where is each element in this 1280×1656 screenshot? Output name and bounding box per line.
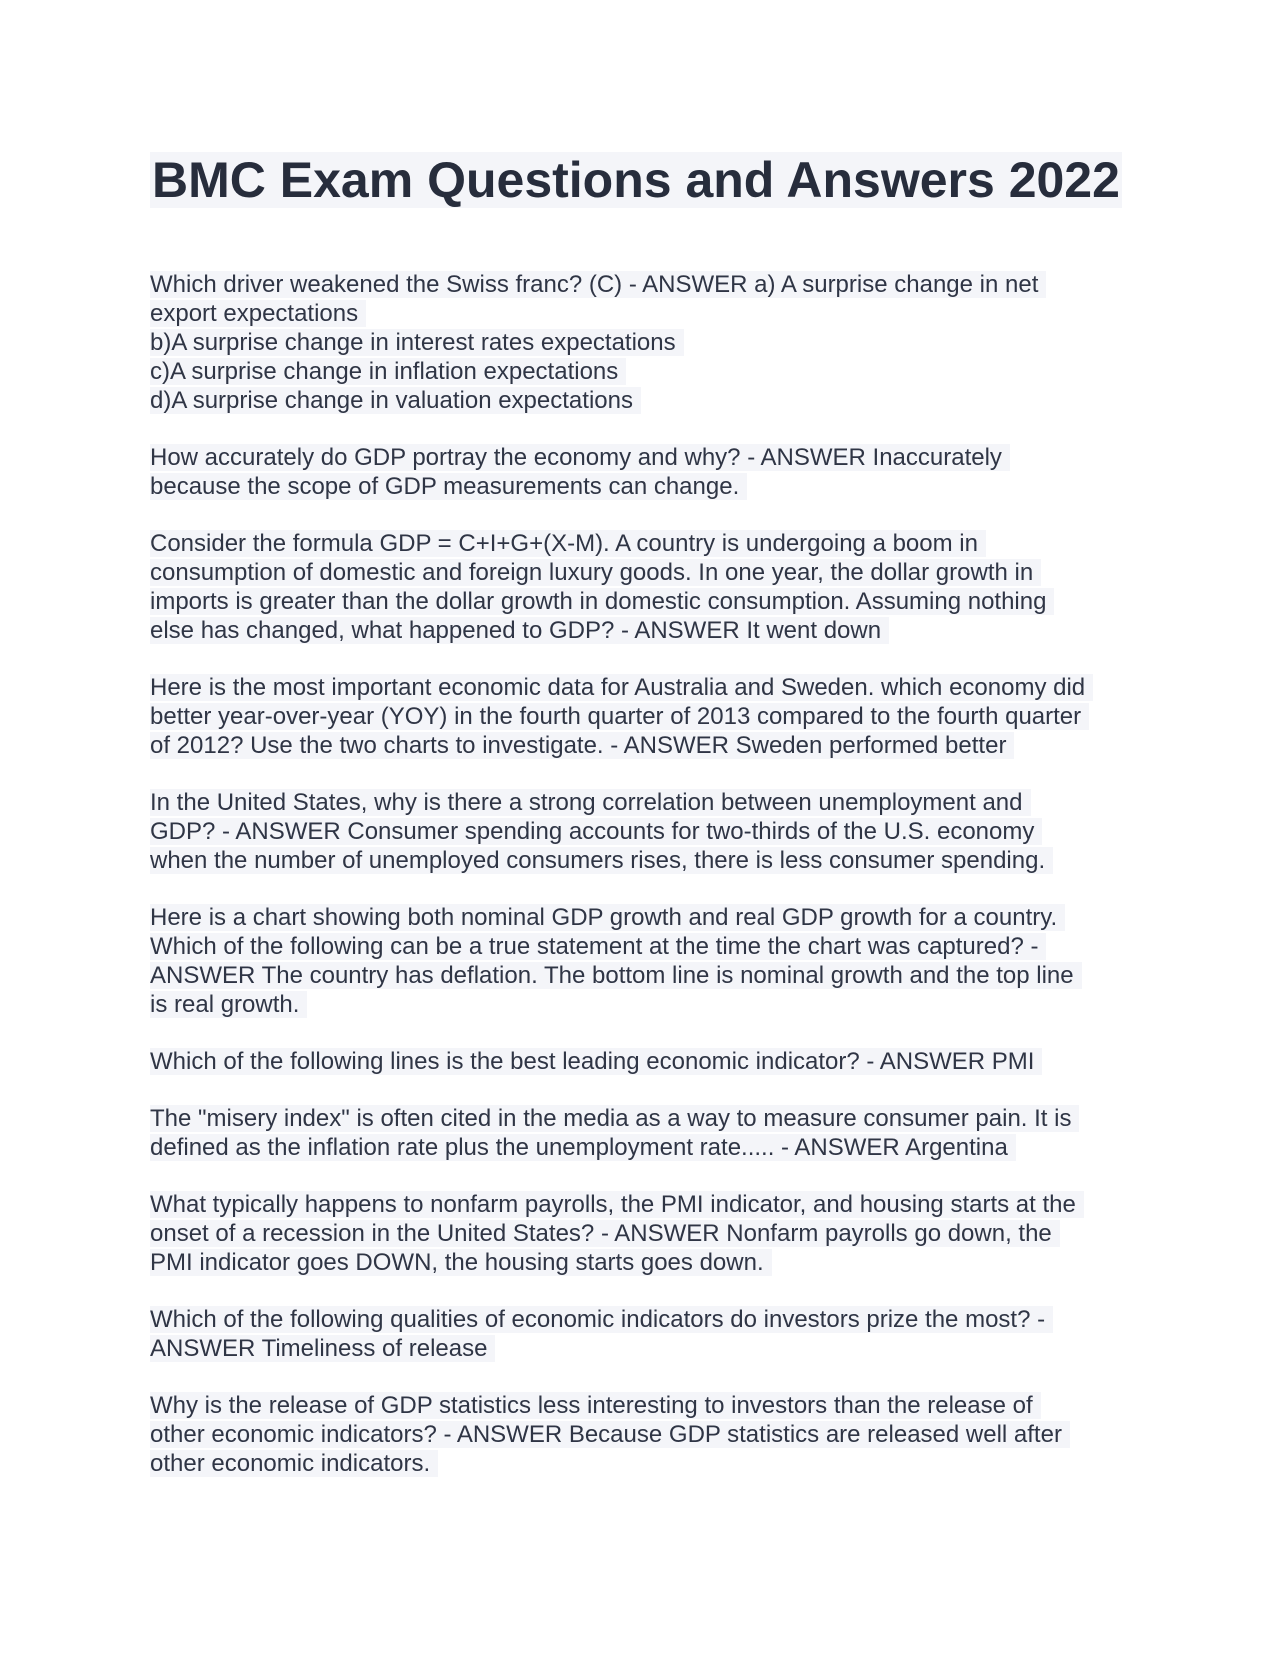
qa-line-text: better year-over-year (YOY) in the fourth quarter of 2013 compared to the fourth quarter	[150, 703, 1089, 730]
document-page	[150, 150, 1140, 1506]
qa-line-text: when the number of unemployed consumers rises, there is less consumer spending.	[150, 847, 1053, 874]
qa-line-text: defined as the inflation rate plus the unemployment rate..... - ANSWER Argentina	[150, 1134, 1016, 1161]
qa-line	[150, 1449, 1140, 1478]
qa-line	[150, 299, 1140, 328]
qa-line-text: Here is the most important economic data for Australia and Sweden. which economy did	[150, 674, 1093, 701]
qa-line	[150, 1190, 1140, 1219]
qa-line-text: Consider the formula GDP = C+I+G+(X-M). A country is undergoing a boom in	[150, 530, 986, 557]
qa-item	[150, 1391, 1140, 1478]
qa-line-text: ANSWER The country has deflation. The bottom line is nominal growth and the top line	[150, 962, 1082, 989]
qa-line-text: Which of the following qualities of economic indicators do investors prize the most? -	[150, 1306, 1053, 1333]
qa-line	[150, 529, 1140, 558]
qa-line	[150, 616, 1140, 645]
qa-item	[150, 270, 1140, 415]
qa-line-text: GDP? - ANSWER Consumer spending accounts for two-thirds of the U.S. economy	[150, 818, 1042, 845]
qa-line-text: Which of the following can be a true statement at the time the chart was captured? -	[150, 933, 1046, 960]
qa-line	[150, 1420, 1140, 1449]
qa-item	[150, 788, 1140, 875]
qa-line	[150, 386, 1140, 415]
qa-line-text: else has changed, what happened to GDP? - ANSWER It went down	[150, 617, 889, 644]
qa-line	[150, 587, 1140, 616]
qa-line	[150, 270, 1140, 299]
qa-item	[150, 1305, 1140, 1363]
qa-line	[150, 1334, 1140, 1363]
qa-line	[150, 1047, 1140, 1076]
qa-line	[150, 702, 1140, 731]
qa-item	[150, 443, 1140, 501]
qa-line-text: PMI indicator goes DOWN, the housing starts goes down.	[150, 1249, 772, 1276]
qa-line	[150, 558, 1140, 587]
qa-item	[150, 1104, 1140, 1162]
qa-line-text: Why is the release of GDP statistics less interesting to investors than the release of	[150, 1392, 1041, 1419]
qa-line	[150, 932, 1140, 961]
qa-line	[150, 472, 1140, 501]
qa-line	[150, 357, 1140, 386]
qa-line-text: What typically happens to nonfarm payrolls, the PMI indicator, and housing starts at the	[150, 1191, 1084, 1218]
qa-line	[150, 328, 1140, 357]
qa-line	[150, 1219, 1140, 1248]
qa-line	[150, 961, 1140, 990]
qa-line	[150, 1104, 1140, 1133]
qa-line-text: export expectations	[150, 300, 366, 327]
qa-line-text: because the scope of GDP measurements can change.	[150, 473, 747, 500]
qa-line-text: onset of a recession in the United States? - ANSWER Nonfarm payrolls go down, the	[150, 1220, 1060, 1247]
qa-line	[150, 443, 1140, 472]
qa-line	[150, 990, 1140, 1019]
qa-line-text: In the United States, why is there a strong correlation between unemployment and	[150, 789, 1031, 816]
qa-item	[150, 1190, 1140, 1277]
qa-line-text: Here is a chart showing both nominal GDP growth and real GDP growth for a country.	[150, 904, 1065, 931]
qa-line-text: of 2012? Use the two charts to investigate. - ANSWER Sweden performed better	[150, 732, 1014, 759]
qa-line	[150, 903, 1140, 932]
qa-line-text: The "misery index" is often cited in the media as a way to measure consumer pain. It is	[150, 1105, 1079, 1132]
qa-line	[150, 1133, 1140, 1162]
qa-item	[150, 673, 1140, 760]
qa-line-text: imports is greater than the dollar growth in domestic consumption. Assuming nothing	[150, 588, 1054, 615]
qa-line-text: ANSWER Timeliness of release	[150, 1335, 495, 1362]
qa-line	[150, 788, 1140, 817]
qa-line-text: d)A surprise change in valuation expectations	[150, 387, 641, 414]
qa-line-text: b)A surprise change in interest rates expectations	[150, 329, 684, 356]
qa-line-text: consumption of domestic and foreign luxury goods. In one year, the dollar growth in	[150, 559, 1041, 586]
qa-line-text: is real growth.	[150, 991, 307, 1018]
qa-line	[150, 1305, 1140, 1334]
qa-line-text: c)A surprise change in inflation expectations	[150, 358, 626, 385]
qa-line-text: How accurately do GDP portray the economy and why? - ANSWER Inaccurately	[150, 444, 1010, 471]
qa-list	[150, 270, 1140, 1478]
qa-line	[150, 817, 1140, 846]
qa-item	[150, 1047, 1140, 1076]
qa-line-text: Which driver weakened the Swiss franc? (C) - ANSWER a) A surprise change in net	[150, 271, 1046, 298]
qa-line-text: other economic indicators? - ANSWER Because GDP statistics are released well after	[150, 1421, 1070, 1448]
qa-line	[150, 673, 1140, 702]
qa-line	[150, 1248, 1140, 1277]
qa-line	[150, 846, 1140, 875]
document-title: BMC Exam Questions and Answers 2022	[152, 152, 1120, 208]
qa-item	[150, 903, 1140, 1019]
qa-line	[150, 731, 1140, 760]
qa-line-text: Which of the following lines is the best leading economic indicator? - ANSWER PMI	[150, 1048, 1042, 1075]
qa-line-text: other economic indicators.	[150, 1450, 438, 1477]
qa-item	[150, 529, 1140, 645]
qa-line	[150, 1391, 1140, 1420]
